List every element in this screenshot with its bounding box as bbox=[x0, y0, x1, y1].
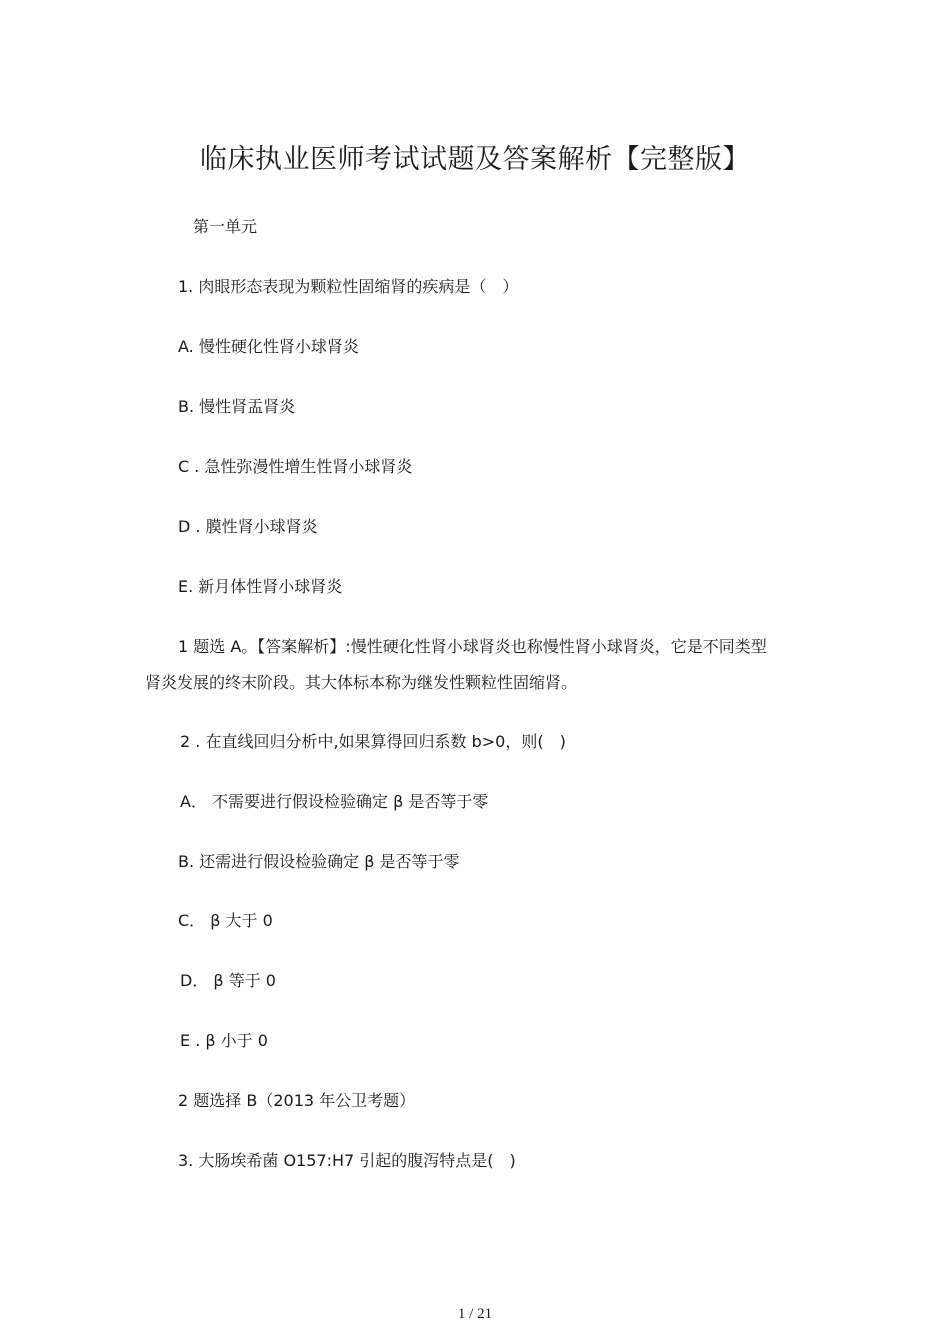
question-2-option-c: C． β 大于 0 bbox=[178, 911, 273, 930]
question-1-option-d: D . 膜性肾小球肾炎 bbox=[178, 517, 318, 536]
question-1-option-c: C . 急性弥漫性增生性肾小球肾炎 bbox=[178, 457, 413, 476]
question-1-answer-line-2: 肾炎发展的终末阶段。其大体标本称为继发性颗粒性固缩肾。 bbox=[145, 673, 578, 692]
question-1-answer-line-1: 1 题选 A。【答案解析】:慢性硬化性肾小球肾炎也称慢性肾小球肾炎，它是不同类型 bbox=[178, 637, 767, 656]
question-2-option-e: E . β 小于 0 bbox=[180, 1031, 268, 1050]
document-title: 临床执业医师考试试题及答案解析【完整版】 bbox=[200, 144, 750, 175]
question-2-stem: 2 . 在直线回归分析中,如果算得回归系数 b>0，则( ) bbox=[180, 732, 566, 751]
question-1-option-e: E. 新月体性肾小球肾炎 bbox=[178, 577, 343, 596]
question-3-stem: 3. 大肠埃希菌 O157:H7 引起的腹泻特点是( ) bbox=[178, 1151, 516, 1170]
question-1-option-a: A. 慢性硬化性肾小球肾炎 bbox=[178, 337, 359, 356]
section-heading: 第一单元 bbox=[193, 217, 258, 236]
question-1-stem: 1. 肉眼形态表现为颗粒性固缩肾的疾病是（ ） bbox=[178, 277, 519, 296]
page-number: 1 / 21 bbox=[457, 1306, 493, 1322]
question-2-option-a: A． 不需要进行假设检验确定 β 是否等于零 bbox=[180, 792, 489, 811]
question-2-option-b: B. 还需进行假设检验确定 β 是否等于零 bbox=[178, 852, 460, 871]
question-1-option-b: B. 慢性肾盂肾炎 bbox=[178, 397, 296, 416]
question-2-option-d: D． β 等于 0 bbox=[180, 971, 276, 990]
question-2-answer: 2 题选择 B（2013 年公卫考题） bbox=[178, 1091, 416, 1110]
